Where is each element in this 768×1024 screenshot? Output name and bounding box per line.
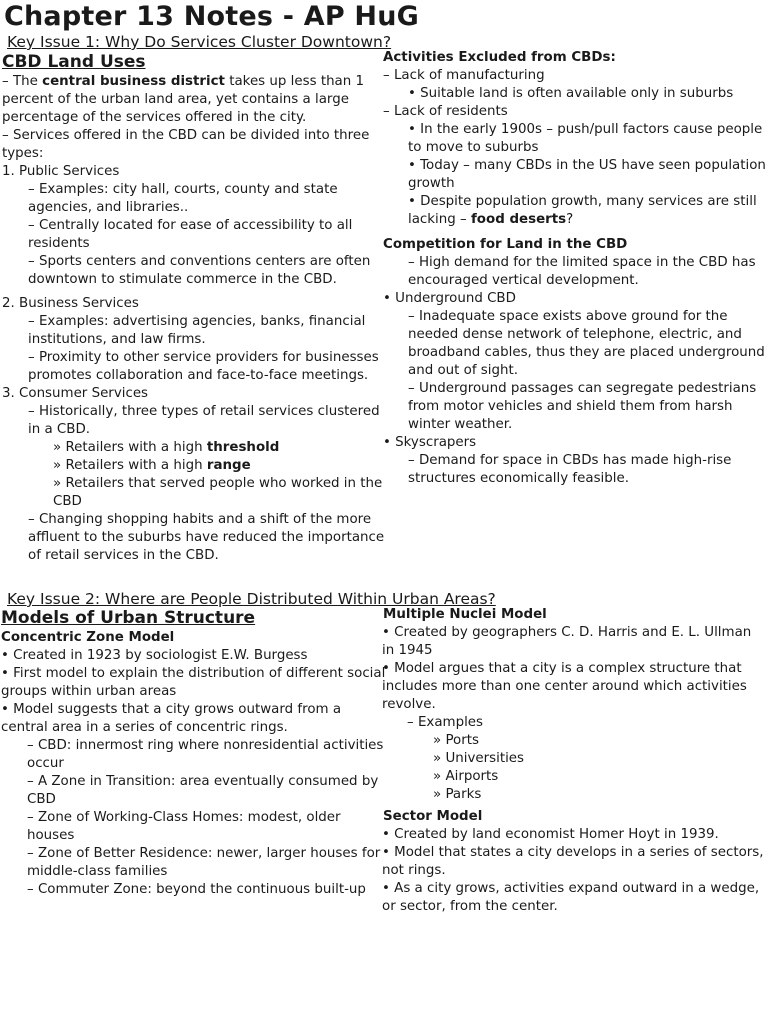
note-line: • Created by geographers C. D. Harris and E. L. Ullman in 1945 xyxy=(382,625,752,658)
multiple-nuclei-notes xyxy=(382,624,767,804)
note-line: 2. Business Services xyxy=(2,296,139,311)
page-title: Chapter 13 Notes - AP HuG xyxy=(4,1,419,32)
note-line: » Universities xyxy=(433,751,525,766)
note-line: • Model argues that a city is a complex structure that includes more than one center around which activities revolve. xyxy=(382,661,747,712)
note-line: – Inadequate space exists above ground for the needed dense network of telephone, electric, and broadband cables, thus they are placed underground and out of sight. xyxy=(408,309,765,378)
concentric-zone-heading: Concentric Zone Model xyxy=(1,630,175,645)
note-line: • As a city grows, activities expand outward in a wedge, or sector, from the center. xyxy=(382,881,760,914)
note-line: • Despite population growth, many services are still lacking – food deserts? xyxy=(408,194,757,227)
note-line: – Examples: advertising agencies, banks, financial institutions, and law firms. xyxy=(28,314,366,347)
note-line: • Today – many CBDs in the US have seen population growth xyxy=(408,158,766,191)
note-line: • Skyscrapers xyxy=(383,435,477,450)
sector-model-heading: Sector Model xyxy=(383,809,483,824)
note-line: • First model to explain the distribution of different social groups within urban areas xyxy=(1,666,386,699)
concentric-zone-notes xyxy=(1,647,386,899)
note-line: » Ports xyxy=(433,733,479,748)
sector-model-notes xyxy=(382,826,767,916)
note-line: – Centrally located for ease of accessibility to all residents xyxy=(28,218,353,251)
note-line: – Commuter Zone: beyond the continuous built-up xyxy=(27,882,366,897)
note-line: » Retailers with a high range xyxy=(53,458,251,473)
note-line: » Parks xyxy=(433,787,482,802)
note-line: – The central business district takes up less than 1 percent of the urban land area, yet contains a large percentage of the services offered in the city. xyxy=(2,74,365,125)
note-line: • Model that states a city develops in a series of sectors, not rings. xyxy=(382,845,764,878)
note-line: – Examples xyxy=(407,715,484,730)
note-line: – Changing shopping habits and a shift of the more affluent to the suburbs have reduced the importance of retail services in the CBD. xyxy=(28,512,385,563)
note-line: • Created in 1923 by sociologist E.W. Burgess xyxy=(1,648,308,663)
note-line: – High demand for the limited space in the CBD has encouraged vertical development. xyxy=(408,255,756,288)
competition-notes xyxy=(383,254,767,488)
multiple-nuclei-heading: Multiple Nuclei Model xyxy=(383,607,547,622)
note-line: • Underground CBD xyxy=(383,291,516,306)
cbd-land-uses-heading: CBD Land Uses xyxy=(2,52,146,72)
activities-excluded-notes xyxy=(383,67,767,229)
note-line: – CBD: innermost ring where nonresidential activities occur xyxy=(27,738,384,771)
note-line: – Lack of residents xyxy=(383,104,508,119)
key-issue-2-heading: Key Issue 2: Where are People Distributed Within Urban Areas? xyxy=(7,590,496,608)
note-line: – Historically, three types of retail services clustered in a CBD. xyxy=(28,404,380,437)
note-line: – Lack of manufacturing xyxy=(383,68,545,83)
note-line: • In the early 1900s – push/pull factors cause people to move to suburbs xyxy=(408,122,763,155)
note-line: 1. Public Services xyxy=(2,164,120,179)
note-line: – Proximity to other service providers for businesses promotes collaboration and face-to-face meetings. xyxy=(28,350,379,383)
note-line: – Examples: city hall, courts, county and state agencies, and libraries.. xyxy=(28,182,338,215)
note-line: – A Zone in Transition: area eventually consumed by CBD xyxy=(27,774,379,807)
note-line: • Suitable land is often available only in suburbs xyxy=(408,86,734,101)
activities-excluded-heading: Activities Excluded from CBDs: xyxy=(383,50,616,65)
note-line: • Model suggests that a city grows outward from a central area in a series of concentric rings. xyxy=(1,702,342,735)
note-line: – Underground passages can segregate pedestrians from motor vehicles and shield them from harsh winter weather. xyxy=(408,381,757,432)
note-line: » Airports xyxy=(433,769,499,784)
models-heading: Models of Urban Structure xyxy=(1,608,256,628)
key-issue-1-heading: Key Issue 1: Why Do Services Cluster Downtown? xyxy=(7,33,392,51)
note-line: • Created by land economist Homer Hoyt in 1939. xyxy=(382,827,719,842)
note-line: – Zone of Better Residence: newer, larger houses for middle-class families xyxy=(27,846,381,879)
competition-heading: Competition for Land in the CBD xyxy=(383,237,628,252)
note-line: » Retailers with a high threshold xyxy=(53,440,280,455)
note-line: – Zone of Working-Class Homes: modest, older houses xyxy=(27,810,341,843)
note-line: – Sports centers and conventions centers are often downtown to stimulate commerce in the CBD. xyxy=(28,254,371,287)
note-line: – Demand for space in CBDs has made high-rise structures economically feasible. xyxy=(408,453,732,486)
note-line: – Services offered in the CBD can be divided into three types: xyxy=(2,128,370,161)
note-line: » Retailers that served people who worked in the CBD xyxy=(53,476,383,509)
note-line: 3. Consumer Services xyxy=(2,386,149,401)
cbd-land-uses-notes xyxy=(2,73,386,565)
